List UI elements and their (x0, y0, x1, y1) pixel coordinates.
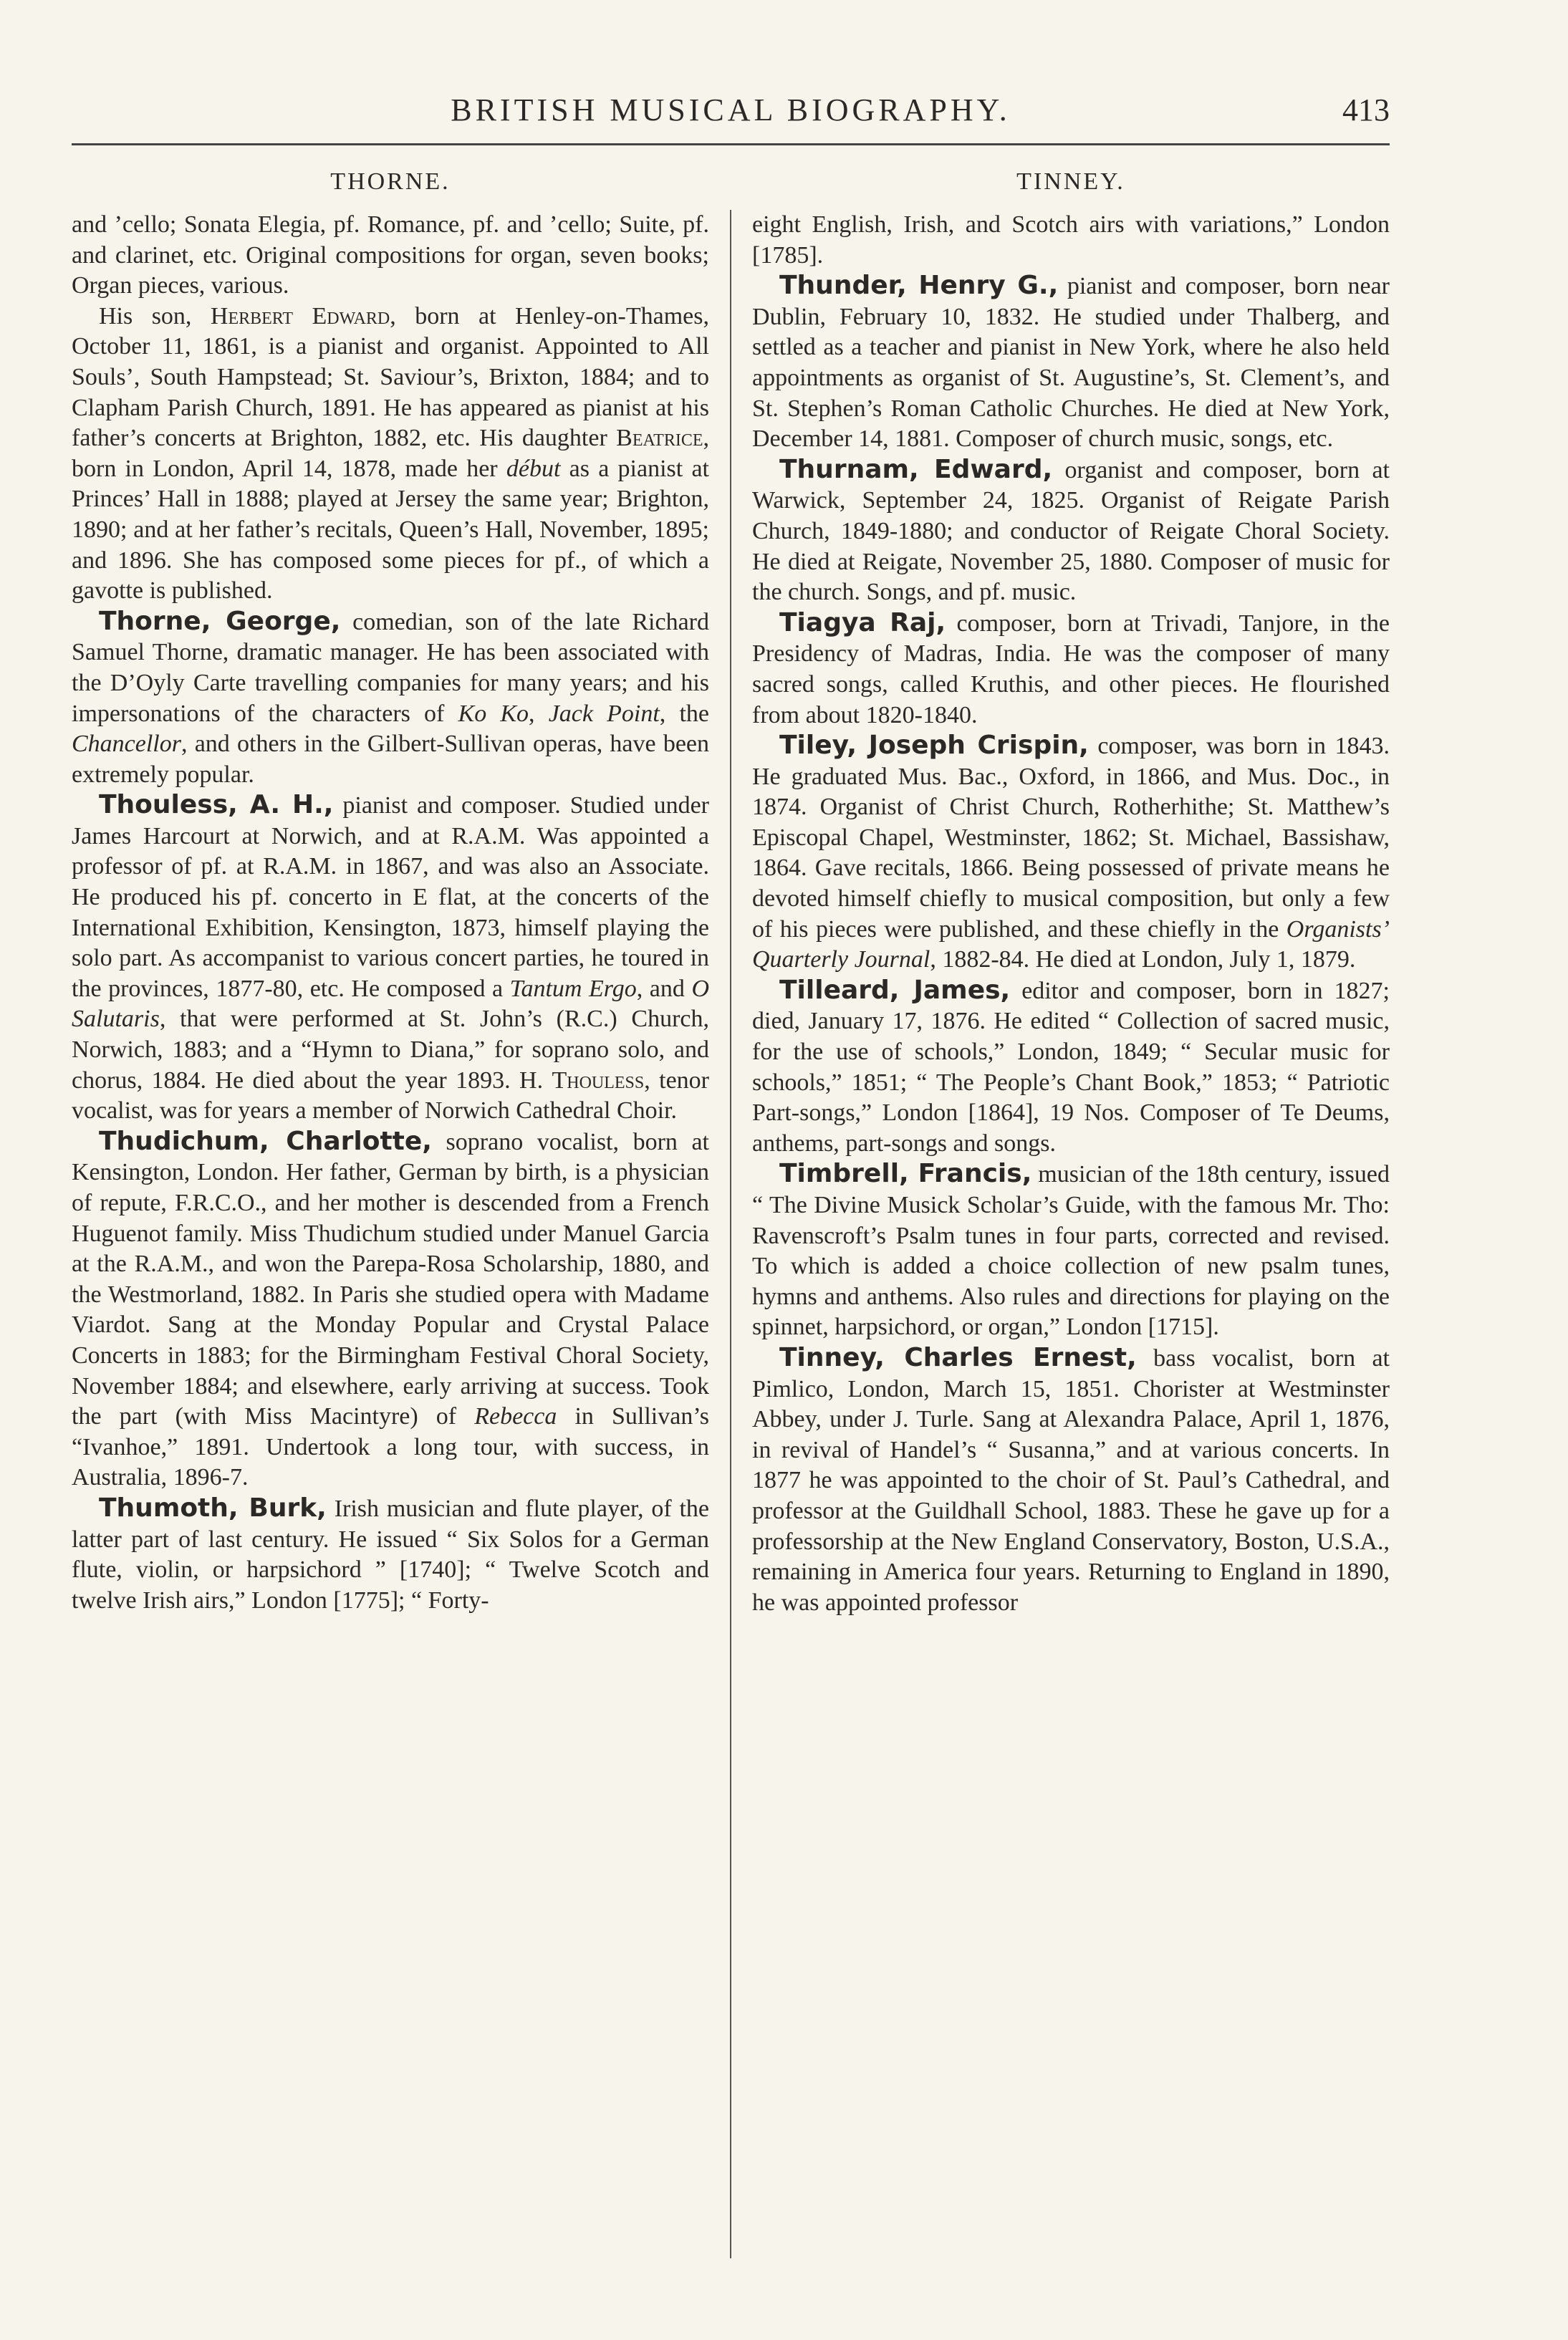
dictionary-entry (72, 302, 709, 607)
dictionary-entry (72, 1493, 709, 1616)
page (72, 79, 1390, 2301)
small-caps-name: Herbert Edward (210, 302, 390, 329)
entry-text: pianist and composer. Studied under James Harcourt at Norwich, and at R.A.M. Was appointed a professor of pf. at R.A.M. in 1867, and was also an Associate. He produced his pf. concerto in E flat, at the concerts of the International Exhibition, Kensington, 1873, himself playing the solo part. As accompanist to various concert parties, he toured in the provinces, 1877-80, etc. He composed a (72, 792, 709, 1002)
entry-text: , born at Henley-on-Thames, October 11, 1861, is a pianist and organist. Appointed to All Souls’, South Hampstead; St. Saviour’s, Brixton, 1884; and to Clapham Parish Church, 1891. He has appeared as pianist at his father’s concerts at Brighton, 1882, etc. His daughter (72, 302, 709, 452)
dictionary-entry (752, 976, 1390, 1160)
dictionary-entry (72, 1127, 709, 1493)
entry-text: , that were performed at St. John’s (R.C.) Church, Norwich, 1883; and a “Hymn to Diana,” for soprano solo, and chorus, 1884. He died about the year 1893. H. (72, 1006, 709, 1094)
running-head (72, 79, 1390, 145)
entry-text: , and others in the Gilbert-Sullivan operas, have been extremely popular. (72, 731, 709, 788)
entry-text: soprano vocalist, born at Kensington, London. Her father, German by birth, is a physician of repute, F.R.C.O., and her mother is descended from a French Huguenot family. Miss Thudichum studied under Manuel Garcia at the R.A.M., and won the Parepa-Rosa Scholarship, 1880, and the Westmorland, 1882. In Paris she studied opera with Madame Viardot. Sang at the Monday Popular and Crystal Palace Concerts in 1883; for the Birmingham Festival Choral Society, November 1884; and elsewhere, early arriving at success. Took the part (with Miss Macintyre) of (72, 1128, 709, 1430)
entry-text: and ’cello; Sonata Elegia, pf. Romance, pf. and ’cello; Suite, pf. and clarinet, etc. Original compositions for organ, seven books; Organ pieces, various. (72, 211, 709, 299)
running-title: BRITISH MUSICAL BIOGRAPHY. (451, 92, 1011, 127)
entry-text: Irish musician and flute player, of the latter part of last century. He issued “ Six Solos for a German flute, violin, or harpsichord ” [1740]; “ Twelve Scotch and twelve Irish airs,” London [1775]; “ Forty- (72, 1495, 710, 1614)
dictionary-entry (72, 790, 709, 1127)
page-number: 413 (1342, 92, 1390, 127)
entry-text: comedian, son of the late Richard Samuel Thorne, dramatic manager. He has been associated with the D’Oyly Carte travelling companies for many years; and his impersonations of the characters of (72, 608, 709, 727)
dictionary-entry (752, 1343, 1390, 1618)
dictionary-entry (752, 455, 1390, 608)
entry-text: , 1882-84. He died at London, July 1, 1879. (930, 946, 1356, 973)
italic-title: O Salutaris (72, 975, 710, 1033)
dictionary-entry (752, 608, 1390, 731)
entry-headword: Tiley, Joseph Crispin, (779, 731, 1089, 761)
left-entries (72, 210, 709, 1616)
entry-text: , tenor vocalist, was for years a member of Norwich Cathedral Choir. (72, 1067, 709, 1125)
dictionary-entry (752, 1159, 1390, 1343)
entry-text: His son, (99, 302, 211, 329)
entry-headword: Thudichum, Charlotte, (99, 1126, 432, 1156)
entry-headword: Thurnam, Edward, (779, 454, 1053, 484)
entry-text: composer, born at Trivadi, Tanjore, in the Presidency of Madras, India. He was the composer of many sacred songs, called Kruthis, and other pieces. He flourished from about 1820-1840. (752, 610, 1390, 728)
entry-text: as a pianist at Princes’ Hall in 1888; played at Jersey the same year; Brighton, 1890; and at her father’s recitals, Queen’s Hall, November, 1895; and 1896. She has composed some pieces for pf., of which a gavotte is published. (72, 455, 709, 605)
italic-title: Chancellor (72, 731, 181, 758)
right-entries (752, 210, 1390, 1618)
entry-text: bass vocalist, born at Pimlico, London, March 15, 1851. Chorister at Westminster Abbey, under J. Turle. Sang at Alexandra Palace, April 1, 1876, in revival of Handel’s “ Susanna,” and at various concerts. In 1877 he was appointed to the choir of St. Paul’s Cathedral, and professor at the Guildhall School, 1883. These he gave up for a professorship at the New England Conservatory, Boston, U.S.A., remaining in America four years. Returning to England in 1890, he was appointed professor (752, 1344, 1390, 1616)
entry-headword: Thumoth, Burk, (99, 1493, 327, 1523)
entry-text: editor and composer, born in 1827; died, January 17, 1876. He edited “ Collection of sacred music, for the use of schools,” London, 1849; “ Secular music for schools,” 1851; “ The People’s Chant Book,” 1853; “ Patriotic Part-songs,” London [1864], 19 Nos. Composer of Te Deums, anthems, part-songs and songs. (752, 977, 1390, 1157)
entry-headword: Tiagya Raj, (779, 607, 946, 637)
columns (72, 167, 1390, 2301)
entry-headword: Tinney, Charles Ernest, (779, 1342, 1137, 1372)
small-caps-name: Beatrice (616, 425, 703, 452)
left-guide-word: THORNE. (330, 168, 451, 195)
italic-title: Rebecca (474, 1403, 557, 1430)
entry-text: , born in London, April 14, 1878, made her (72, 425, 709, 482)
entry-text: organist and composer, born at Warwick, September 24, 1825. Organist of Reigate Parish Church, 1849-1880; and conductor of Reigate Choral Society. He died at Reigate, November 25, 1880. Composer of music for the church. Songs, and pf. music. (752, 456, 1390, 606)
entry-headword: Thorne, George, (99, 606, 341, 636)
small-caps-name: Thouless (552, 1067, 645, 1094)
column-divider (730, 210, 731, 2258)
entry-text: , (529, 700, 549, 727)
right-guide-word: TINNEY. (1016, 168, 1125, 195)
italic-title: Jack Point (548, 700, 660, 727)
entry-text: pianist and composer, born near Dublin, February 10, 1832. He studied under Thalberg, and settled as a teacher and pianist in New York, where he also held appointments as organist of St. Augustine’s, St. Clement’s, and St. Stephen’s Roman Catholic Churches. He died at New York, December 14, 1881. Composer of church music, songs, etc. (752, 273, 1390, 453)
right-column (752, 167, 1390, 1618)
entry-continuation (72, 210, 709, 302)
dictionary-entry (752, 271, 1390, 455)
entry-text: , the (659, 700, 709, 727)
entry-headword: Thouless, A. H., (99, 790, 334, 820)
italic-title: Tantum Ergo (509, 975, 637, 1002)
entry-headword: Timbrell, Francis, (779, 1159, 1032, 1189)
entry-headword: Thunder, Henry G., (779, 271, 1059, 301)
entry-text: , and (636, 975, 692, 1002)
italic-title: début (506, 455, 561, 482)
entry-text: eight English, Irish, and Scotch airs with variations,” London [1785]. (752, 211, 1390, 269)
italic-title: Organists’ Quarterly Journal (752, 915, 1390, 973)
dictionary-entry (72, 607, 709, 791)
dictionary-entry (752, 731, 1390, 976)
entry-text: composer, was born in 1843. He graduated Mus. Bac., Oxford, in 1866, and Mus. Doc., in 1874. Organist of Christ Church, Rotherhithe; St. Matthew’s Episcopal Chapel, Westminster, 1862; St. Michael, Bassishaw, 1864. Gave recitals, 1866. Being possessed of private means he devoted himself chiefly to musical composition, but only a few of his pieces were published, and these chiefly in the (752, 733, 1390, 943)
entry-headword: Tilleard, James, (779, 975, 1011, 1005)
left-column (72, 167, 709, 1616)
entry-text: in Sullivan’s “Ivanhoe,” 1891. Undertook a long tour, with success, in Australia, 1896-7. (72, 1403, 710, 1491)
entry-continuation (752, 210, 1390, 271)
italic-title: Ko Ko (458, 700, 529, 727)
entry-text: musician of the 18th century, issued “ The Divine Musick Scholar’s Guide, with the famous Mr. Tho: Ravenscroft’s Psalm tunes in four parts, corrected and revised. To which is added a choice collection of new psalm tunes, hymns and anthems. Also rules and directions for playing on the spinnet, harpsichord, or organ,” London [1715]. (752, 1161, 1390, 1341)
